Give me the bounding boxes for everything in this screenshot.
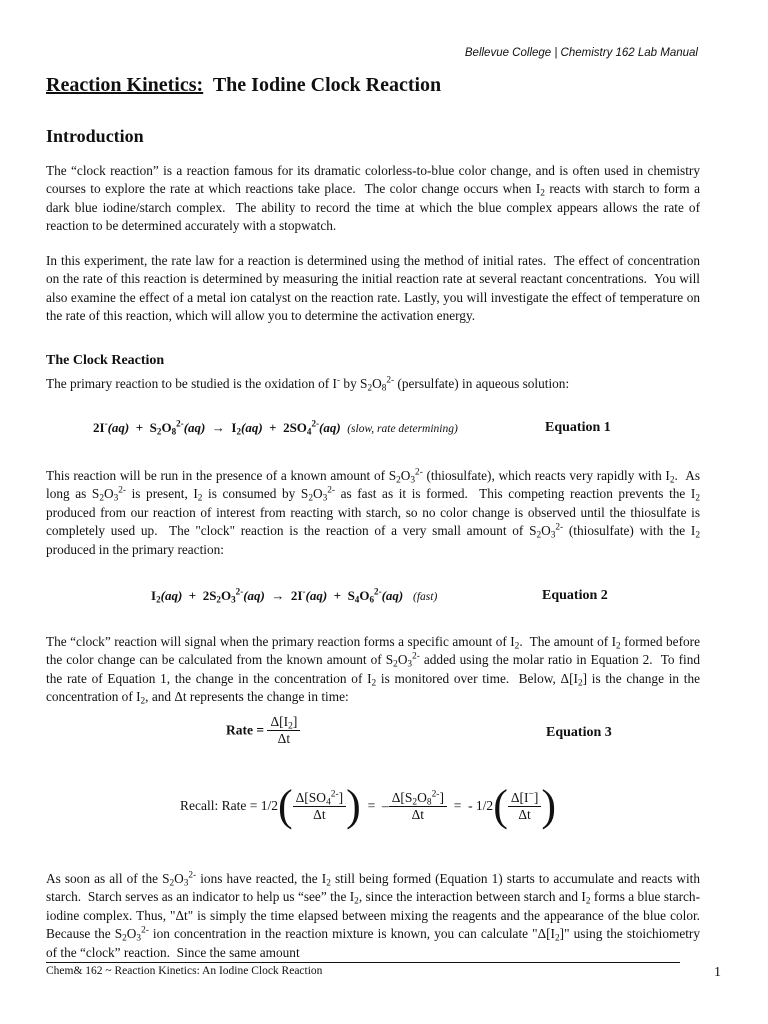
equation-1-note: (slow, rate determining) bbox=[347, 423, 458, 435]
equation-3-label: Equation 3 bbox=[546, 725, 612, 740]
recall-label: Recall: Rate = 1/2 bbox=[180, 798, 278, 813]
fraction-iodide: $\frac{\Delta[I^-]}{\Delta t}$ bbox=[508, 790, 542, 823]
subheading-clock-reaction: The Clock Reaction bbox=[46, 353, 165, 368]
title-topic: Reaction Kinetics: bbox=[46, 74, 204, 96]
paragraph-starch-indicator: As soon as all of the $S_2O_3^{2-}$ ions have reacted, the $I_2$ still being formed (Equation 1) starts to accumulate and reacts with starch. Starch serves as an indicator to help us “see” the $I_2$, since the interaction between starch and $I_2$ forms a blue starch-iodine complex. Thus, "Δt" is simply the time elapsed between mixing the reagents and the appearance of the blue color. Because the $S_2O_3^{2-}$ ion concentration in the reaction mixture is known, you can calculate "$\Delta[I_2]$" using the stoichiometry of the “clock” reaction. Since the same amount bbox=[46, 870, 701, 960]
fraction-so4: $\frac{\Delta[SO_4^{2-}]}{\Delta t}$ bbox=[293, 790, 347, 823]
page-footer: Chem& 162 ~ Reaction Kinetics: An Iodine Clock Reaction bbox=[46, 965, 323, 977]
equation-2-label: Equation 2 bbox=[542, 588, 608, 603]
paragraph-intro-1: The “clock reaction” is a reaction famous for its dramatic colorless-to-blue color change, and is often used in chemistry courses to explore the rate at which reactions take place. The color change occurs when $I_2$ reacts with starch to form a dark blue iodine/starch complex. The ability to record the time at which the blue complex appears allows the rate of reaction to be determined accurately with a stopwatch. bbox=[46, 163, 700, 234]
page-title bbox=[46, 74, 441, 97]
paragraph-thiosulfate: This reaction will be run in the presence of a known amount of $S_2O_3^{2-}$ (thiosulfate), which reacts very rapidly with $I_2$. As long as $S_2O_3^{2-}$ is present, $I_2$ is consumed by $S_2O_3^{2-}$ as fast as it is formed. This competing reaction prevents the $I_2$ produced from our reaction of interest from reacting with starch, so no color change is observed until the thiosulfate is completely used up. The "clock" reaction is the reaction of a very small amount of $S_2O_3^{2-}$ (thiosulfate) with the $I_2$ produced in the primary reaction: bbox=[46, 467, 701, 557]
paragraph-intro-2: In this experiment, the rate law for a reaction is determined using the method of initial rates. The effect of concentration on the rate of this reaction is determined by measuring the initial reaction rate at several reactant concentrations. You will also examine the effect of a metal ion catalyst on the reaction rate. Lastly, you will investigate the effect of temperature on the rate of this reaction, which will allow you to determine the activation energy. bbox=[46, 253, 700, 324]
page-header: Bellevue College | Chemistry 162 Lab Manual bbox=[464, 47, 698, 59]
section-heading-introduction: Introduction bbox=[46, 126, 144, 146]
equation-2: $I_2(aq) + 2S_2O_3^{2-}(aq) \to 2I^-(aq) + S_4O_6^{2-}(aq)$ (fast) bbox=[151, 586, 438, 605]
page-number: 1 bbox=[714, 965, 721, 980]
recall-equation: Recall: Rate = 1/2( $\frac{\Delta[SO_4^{2-}]}{\Delta t}$ ) = – $\frac{\Delta[S_2O_8^{2-}]}{\Delta t}$ = - 1/2( $\frac{\Delta[I^-]}{\Delta t}$ ) bbox=[180, 781, 557, 830]
title-name: The Iodine Clock Reaction bbox=[212, 74, 442, 96]
rate-fraction: $\frac{\Delta[I_2]}{\Delta t}$ bbox=[267, 714, 300, 747]
recall-neg-half: - 1/2 bbox=[468, 798, 494, 813]
paragraph-clock-signal: The “clock” reaction will signal when the primary reaction forms a specific amount of $I_2$. The amount of $I_2$ formed before the color change can be calculated from the known amount of $S_2O_3^{2-}$ added using the molar ratio in Equation 2. To find the rate of Equation 1, the change in the concentration of $I_2$ is monitored over time. Below, $\Delta[I_2]$ is the change in the concentration of $I_2$, and Δt represents the change in time: bbox=[46, 634, 701, 707]
equation-3 bbox=[226, 714, 300, 747]
fraction-s2o8: $\frac{\Delta[S_2O_8^{2-}]}{\Delta t}$ bbox=[389, 790, 447, 823]
footer-divider bbox=[46, 962, 680, 963]
equation-1-label: Equation 1 bbox=[545, 420, 611, 435]
paragraph-primary-reaction: The primary reaction to be studied is the oxidation of I- by $S_2O_8^{2-}$ (persulfate) in aqueous solution: bbox=[46, 375, 570, 394]
rate-label: Rate = bbox=[226, 722, 265, 738]
equation-1: $2I^-(aq) + S_2O_8^{2-}(aq) \to I_2(aq) + 2SO_4^{2-}(aq)$ (slow, rate determining) bbox=[93, 418, 458, 437]
equation-2-note: (fast) bbox=[413, 591, 438, 603]
